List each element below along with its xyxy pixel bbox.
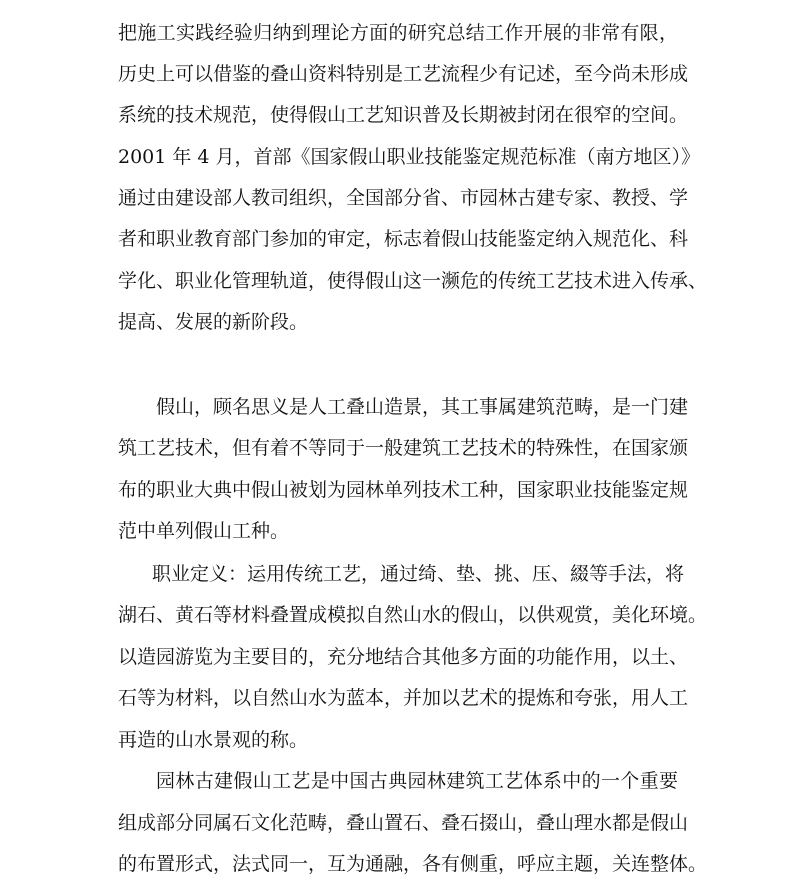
paragraph-4-line-3: 的布置形式，法式同一，互为通融，各有侧重，呼应主题，关连整体。 bbox=[118, 853, 708, 875]
paragraph-1-line-7: 学化、职业化管理轨道，使得假山这一濒危的传统工艺技术进入传承、 bbox=[118, 270, 708, 292]
paragraph-2-line-4: 范中单列假山工种。 bbox=[118, 520, 290, 542]
paragraph-1-line-5: 通过由建设部人教司组织，全国部分省、市园林古建专家、教授、学 bbox=[118, 187, 689, 209]
paragraph-1-line-8: 提高、发展的新阶段。 bbox=[118, 311, 309, 333]
paragraph-1-line-6: 者和职业教育部门参加的审定，标志着假山技能鉴定纳入规范化、科 bbox=[118, 228, 689, 250]
paragraph-3-line-1: 职业定义：运用传统工艺，通过绮、垫、挑、压、綴等手法，将 bbox=[152, 563, 685, 585]
paragraph-1-line-1: 把施工实践经验归纳到理论方面的研究总结工作开展的非常有限， bbox=[118, 22, 678, 44]
paragraph-1-line-2: 历史上可以借鉴的叠山资料特别是工艺流程少有记述，至今尚未形成 bbox=[118, 63, 689, 85]
paragraph-4-line-2: 组成部分同属石文化范畴，叠山置石、叠石掇山，叠山理水都是假山 bbox=[118, 812, 689, 834]
paragraph-2-line-3: 布的职业大典中假山被划为园林单列技术工种，国家职业技能鉴定规 bbox=[118, 479, 689, 501]
paragraph-3-line-2: 湖石、黄石等材料叠置成模拟自然山水的假山，以供观赏，美化环境。 bbox=[118, 604, 708, 626]
paragraph-1-line-3: 系统的技术规范，使得假山工艺知识普及长期被封闭在很窄的空间。 bbox=[118, 104, 689, 126]
paragraph-3-line-3: 以造园游览为主要目的，充分地结合其他多方面的功能作用，以土、 bbox=[118, 646, 689, 668]
paragraph-3-line-4: 石等为材料，以自然山水为蓝本，并加以艺术的提炼和夸张，用人工 bbox=[118, 687, 689, 709]
paragraph-4-line-1: 园林古建假山工艺是中国古典园林建筑工艺体系中的一个重要 bbox=[156, 770, 678, 792]
paragraph-2-line-1: 假山，顾名思义是人工叠山造景，其工事属建筑范畴，是一门建 bbox=[156, 396, 689, 418]
paragraph-1-line-4: 2001 年 4 月，首部《国家假山职业技能鉴定规范标准（南方地区）》 bbox=[118, 146, 701, 168]
paragraph-2-line-2: 筑工艺技术，但有着不等同于一般建筑工艺技术的特殊性，在国家颁 bbox=[118, 437, 689, 459]
paragraph-3-line-5: 再造的山水景观的称。 bbox=[118, 729, 309, 751]
